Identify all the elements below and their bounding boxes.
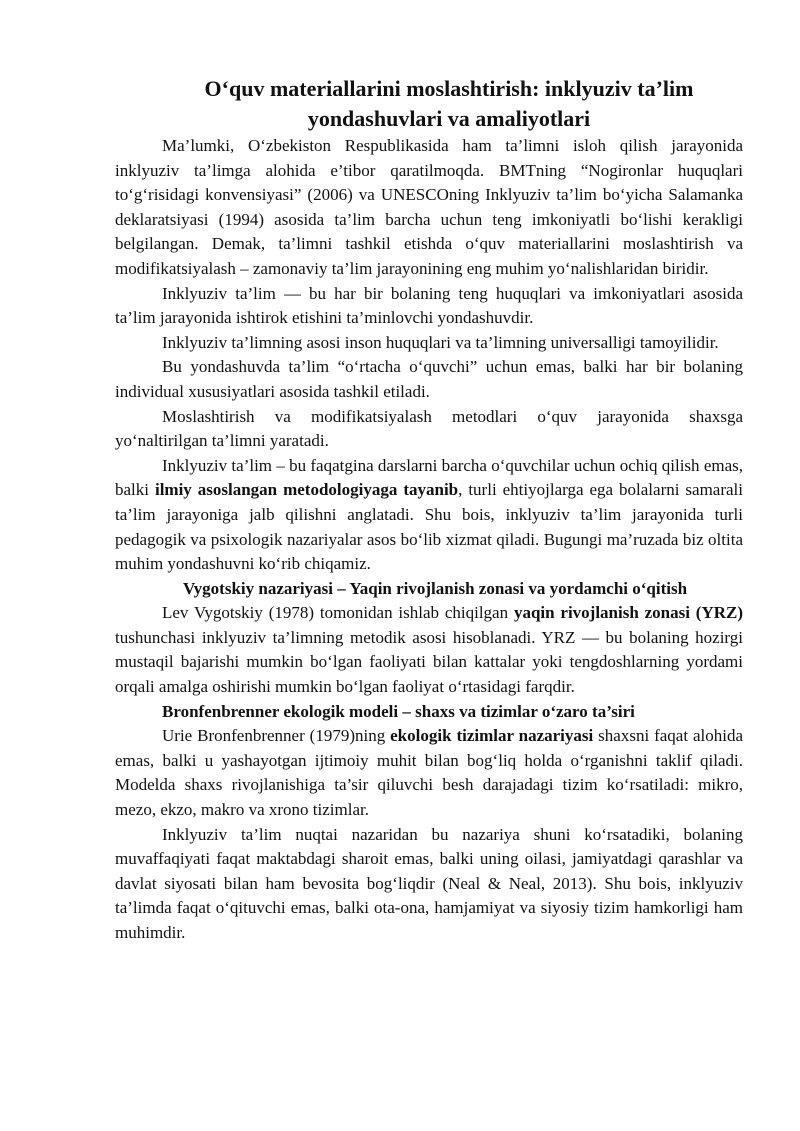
paragraph-definition: Inklyuziv ta’lim — bu har bir bolaning teng huquqlari va imkoniyatlari asosida ta’lim jarayonida ishtirok etishini ta’minlovchi yondashuvdir. — [115, 283, 743, 328]
text-run: shaxsni faqat alohida emas, balki u yashayotgan ijtimoiy muhit bilan bog‘liq holda o‘rganishni taklif qiladi. Modelda shaxs rivojlanishiga ta’sir qiluvchi besh darajadagi tizim ko‘rsatiladi: mikro, mezo, ekzo, makro va xrono tizimlar. — [115, 726, 744, 820]
text-run: tushunchasi inklyuziv ta’limning metodik asosi hisoblanadi. YRZ — bu bolaning hozirgi mustaqil bajarishi mumkin bo‘lgan faoliyati bilan kattalar yoki tengdoshlarning yordami orqali amalga oshirishi mumkin bo‘lgan faoliyat o‘rtasidagi farqdir. — [115, 627, 743, 697]
section-heading-vygotsky: Vygotskiy nazariyasi – Yaqin rivojlanish zonasi va yordamchi o‘qitish — [182, 578, 688, 598]
bold-run: yaqin rivojlanish zonasi (YRZ) — [513, 603, 743, 623]
paragraph-bronfenbrenner — [115, 724, 743, 822]
bold-run: ekologik tizimlar nazariyasi — [390, 726, 594, 746]
section-heading-bronfenbrenner: Bronfenbrenner ekologik modeli – shaxs va tizimlar o‘zaro ta’siri — [162, 701, 635, 721]
paragraph-methods: Moslashtirish va modifikatsiyalash metodlari o‘quv jarayonida shaxsga yo‘naltirilgan ta’limni yaratadi. — [115, 406, 743, 451]
text-run: Urie Bronfenbrenner (1979)ning — [162, 726, 391, 746]
paragraph-approach: Bu yondashuvda ta’lim “o‘rtacha o‘quvchi” uchun emas, balki har bir bolaning individual xususiyatlari asosida tashkil etiladi. — [115, 357, 743, 401]
paragraph-methodology — [115, 454, 743, 577]
text-run: Inklyuziv ta’lim – bu faqatgina darslarni barcha o‘quvchilar uchun ochiq qilish emas, balki — [115, 455, 743, 500]
title-line-2: yondashuvlari va amaliyotlari — [307, 106, 591, 131]
paragraph-intro: Ma’lumki, O‘zbekiston Respublikasida ham ta’limni isloh qilish jarayonida inklyuziv ta’limga alohida e’tibor qaratilmoqda. BMTning “Nogironlar huquqlari to‘g‘risidagi konvensiyasi” (2006) va UNESCOning Inklyuziv ta’lim bo‘yicha Salamanka deklaratsiyasi (1994) asosida ta’lim barcha uchun teng imkoniyatli bo‘lishi kerakligi belgilangan. Demak, ta’limni tashkil etishda o‘quv materiallarini moslashtirish va modifikatsiyalash – zamonaviy ta’lim jarayonining eng muhim yo‘nalishlaridan biridir. — [115, 136, 743, 278]
document-page — [115, 74, 743, 946]
paragraph-inclusive-view: Inklyuziv ta’lim nuqtai nazaridan bu nazariya shuni ko‘rsatadiki, bolaning muvaffaqiyati faqat maktabdagi sharoit emas, balki uning oilasi, jamiyatdagi qarashlar va davlat siyosati bilan ham bevosita bog‘liqdir (Neal & Neal, 2013). Shu bois, inklyuziv ta’limda faqat o‘qituvchi emas, balki ota-ona, hamjamiyat va siyosiy tizim hamkorligi ham muhimdir. — [115, 824, 743, 942]
text-run: , turli ehtiyojlarga ega bolalarni samarali ta’lim jarayoniga jalb qilishni anglatadi. Shu bois, inklyuziv ta’lim jarayonida turli pedagogik va psixologik nazariyalar asos bo‘lib xizmat qiladi. Bugungi ma’ruzada biz oltita muhim yondashuvni ko‘rib chiqamiz. — [115, 480, 744, 574]
text-run: Lev Vygotskiy (1978) tomonidan ishlab chiqilgan — [162, 603, 514, 623]
paragraph-vygotsky — [115, 601, 743, 699]
title-line-1: O‘quv materiallarini moslashtirish: inklyuziv ta’lim — [204, 76, 694, 101]
paragraph-basis: Inklyuziv ta’limning asosi inson huquqlari va ta’limning universalligi tamoyilidir. — [162, 332, 719, 352]
bold-run: ilmiy asoslangan metodologiyaga tayanib — [154, 480, 459, 500]
document-title — [115, 74, 743, 134]
